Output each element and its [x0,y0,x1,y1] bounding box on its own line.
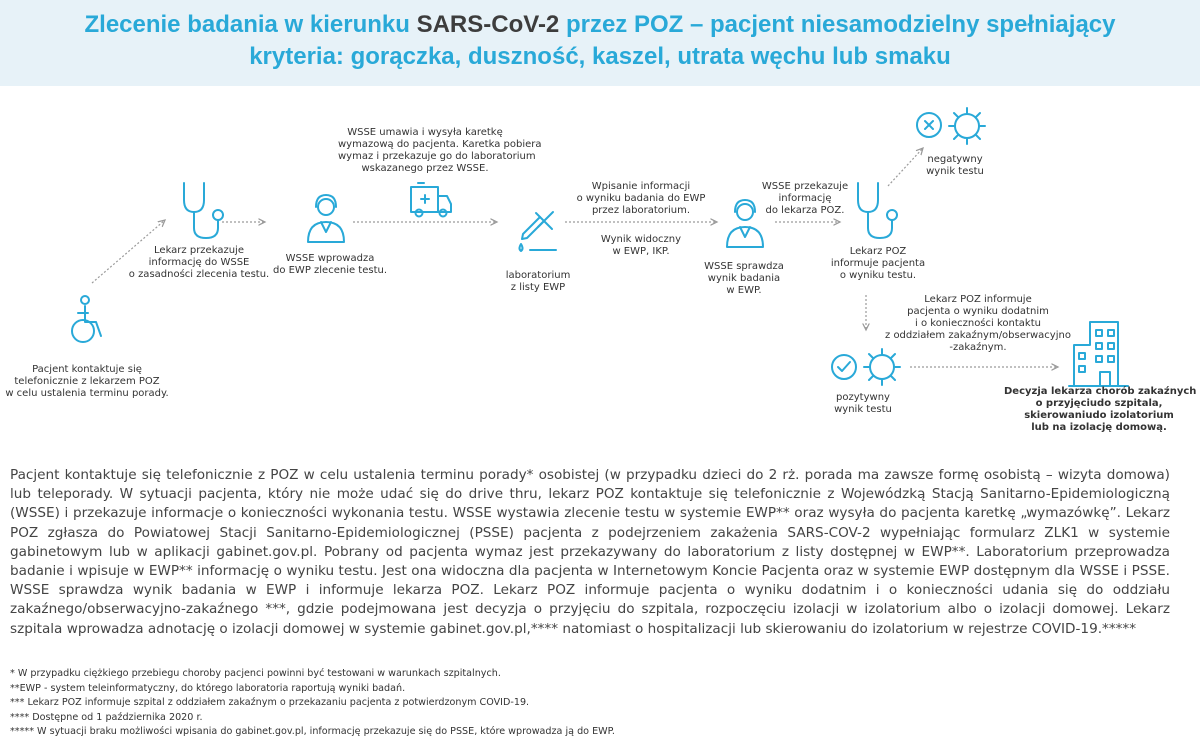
label-line: do lekarza POZ. [765,205,845,216]
label-patient [2,364,172,400]
label-line: w celu ustalenia terminu porady. [5,388,169,399]
label-line: wynik testu [834,404,892,415]
page-title-line2 [20,42,1180,72]
label-negative [910,154,1000,178]
footnotes [10,667,1170,740]
label-line: Lekarz przekazuje [154,245,244,256]
label-line: do EWP zlecenie testu. [272,265,388,276]
label-positive [818,392,908,416]
page-title [20,10,1180,40]
label-wsse1 [268,253,392,277]
label-line: o zasadności zlecenia testu. [128,269,270,280]
header [0,0,1200,86]
label-line: w EWP, IKP. [612,246,670,257]
label-line: lub na izolację domową. [1031,422,1167,433]
label-line: o wyniku testu. [839,270,917,281]
label-line: Lekarz POZ informuje [924,294,1032,305]
stethoscope-icon [858,183,897,238]
label-line: informuje pacjenta [830,258,926,269]
label-line: wynik badania [707,273,781,284]
label-wsse-to-doctor [755,181,855,217]
label-line: negatywny [927,154,983,165]
virus-icon [864,349,900,385]
label-line: Decyzja lekarza chorób zakaźnych [1004,386,1197,397]
positive-result-icon [832,355,856,379]
label-line: w EWP. [726,285,762,296]
label-line: WSSE wprowadza [285,253,375,264]
label-line: WSSE umawia i wysyła karetkę [347,127,503,138]
label-doctor-positive [878,294,1078,354]
label-decision [1004,386,1197,434]
label-ambulance [338,127,542,175]
footnote: **** Dostępne od 1 października 2020 r. [10,711,203,723]
label-line: przez laboratorium. [591,205,691,216]
negative-result-icon [917,113,941,137]
footnote: **EWP - system teleinformatyczny, do którego laboratoria raportują wyniki badań. [10,682,406,694]
label-lab [488,270,588,294]
label-line: WSSE sprawdza [704,261,784,272]
title-part2: SARS-CoV-2 [416,11,560,38]
label-line: z listy EWP [510,282,566,293]
label-line: Lekarz POZ [849,246,907,257]
consultant-icon [308,195,344,242]
label-wsse2 [694,261,794,297]
label-line: informację do WSSE [148,257,250,268]
label-line: WSSE przekazuje [761,181,849,192]
wheelchair-icon [72,296,101,342]
footnote: ***** W sytuacji braku możliwości wpisania do gabinet.gov.pl, informację przekazuje się do PSSE, które wprowadza ją do EWP. [10,726,615,738]
label-line: Pacjent kontaktuje się [32,364,142,375]
label-doctor2 [823,246,933,282]
label-line: informację [778,193,832,204]
title-line2: kryteria: gorączka, duszność, kaszel, utrata węchu lub smaku [249,43,951,70]
description-paragraph: Pacjent kontaktuje się telefonicznie z POZ w celu ustalenia terminu porady* osobistej (w przypadku dzieci do 2 rż. porada ma zawsze formę osobistą – wizyta domowa) lub teleporady. W sytuacji pacjenta, który nie może udać się do drive thru, lekarz POZ kontaktuje się telefonicznie z Wojewódzką Stacją Sanitarno-Epidemiologiczną (WSSE) i przekazuje informacje o konieczności wykonania testu. WSSE wystawia zlecenie testu w systemie EWP** oraz wysyła do pacjenta karetkę „wymazówkę”. Lekarz POZ zgłasza do Powiatowej Stacji Sanitarno-Epidemiologicznej (PSSE) pacjenta z podejrzeniem zakażenia SARS-COV-2 wypełniając formularz ZLK1 w systemie gabinetowym lub w aplikacji gabinet.gov.pl. Pobrany od pacjenta wymaz jest przekazywany do laboratorium z listy dostępnej w EWP**. Laboratorium przeprowadza badanie i wpisuje w EWP** informację o wyniku testu. Jest ona widoczna dla pacjenta w Internetowym Koncie Pacjenta oraz w systemie EWP dostępnym dla WSSE i PSSE. WSSE sprawdza wynik badania w EWP i informuje lekarza POZ. Lekarz POZ informuje pacjenta o wyniku dodatnim i o konieczności udania się do oddziału zakaźnego/obserwacyjno-zakaźnego ***, gdzie podejmowana jest decyzja o przyjęciu do szpitala, rozpoczęciu izolacji w izolatorium albo o izolacji domowej. Lekarz szpitala wprowadza adnotację o izolacji domowej w systemie gabinet.gov.pl,**** natomiast o hospitalizacji lub skierowaniu do izolatorium w rejestrze COVID-19.***** [10,467,1170,637]
label-line: -zakaźnym. [949,342,1007,353]
label-lab-entry [566,181,716,217]
label-line: Wpisanie informacji [591,181,691,192]
label-line: wynik testu [926,166,984,177]
label-line: pozytywny [836,392,890,403]
pipette-icon [520,212,557,251]
label-line: o przyjęciudo szpitala, [1035,398,1163,409]
label-line: Wynik widoczny [600,234,682,245]
footnote: *** Lekarz POZ informuje szpital z oddziałem zakaźnym o przekazaniu pacjenta z potwierdzonym COVID-19. [10,697,530,709]
label-line: wymaz i przekazuje go do laboratorium [338,151,536,162]
label-result-visible [586,234,696,258]
label-line: telefonicznie z lekarzem POZ [14,376,160,387]
label-line: laboratorium [505,270,571,281]
label-line: wymazową do pacjenta. Karetka pobiera [338,139,542,150]
ambulance-icon [411,183,451,217]
title-part4: niesamodzielny spełniający [800,11,1116,38]
label-line: wskazanego przez WSSE. [361,163,489,174]
footnote: * W przypadku ciężkiego przebiegu choroby pacjenci powinni być testowani w warunkach szpitalnych. [10,668,501,679]
label-line: i o konieczności kontaktu [915,318,1041,329]
label-doctor1 [124,245,274,281]
label-line: z oddziałem zakaźnym/obserwacyjno [885,330,1071,341]
title-part1: Zlecenie badania w kierunku [84,11,417,38]
label-line: o wyniku badania do EWP [576,193,706,204]
stethoscope-icon [184,183,223,238]
title-part3: przez POZ – pacjent [559,11,801,38]
virus-icon [949,108,985,144]
label-line: pacjenta o wyniku dodatnim [907,306,1049,317]
label-line: skierowaniudo izolatorium [1024,410,1174,421]
